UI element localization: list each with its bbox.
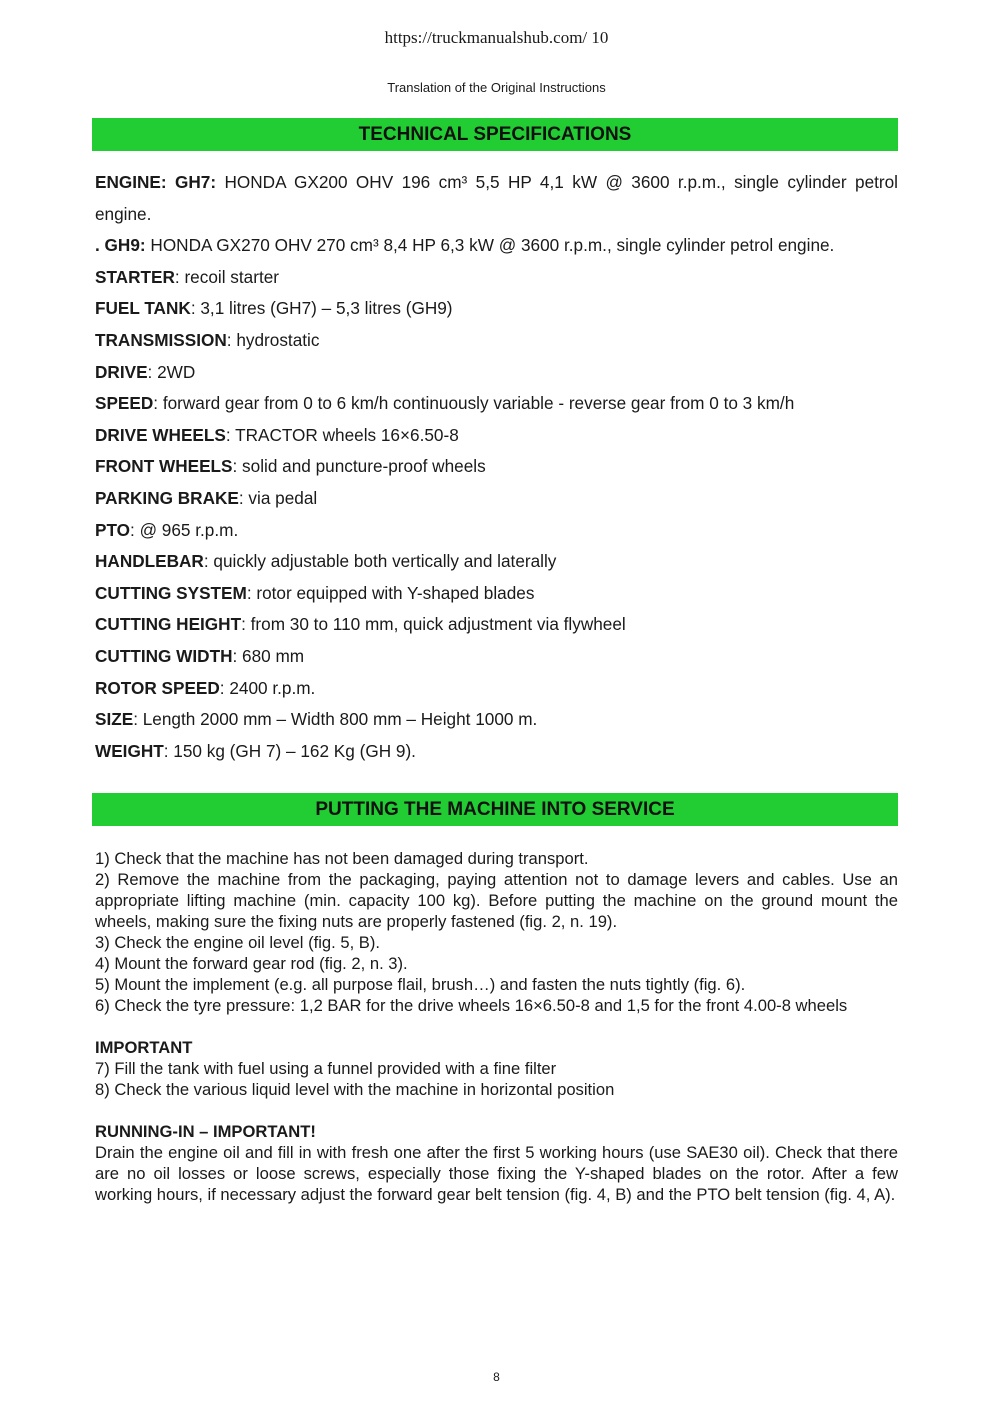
spec-value: : @ 965 r.p.m.: [130, 519, 239, 540]
spec-label: FRONT WHEELS: [95, 456, 233, 477]
running-in-heading: RUNNING-IN – IMPORTANT!: [95, 1122, 316, 1141]
spec-value: : from 30 to 110 mm, quick adjustment via flywheel: [241, 614, 626, 635]
spec-label: SPEED: [95, 393, 154, 414]
service-step: 3) Check the engine oil level (fig. 5, B).: [95, 933, 381, 952]
document-subtitle: Translation of the Original Instructions: [387, 80, 606, 95]
service-step: 5) Mount the implement (e.g. all purpose flail, brush…) and fasten the nuts tightly (fig. 6).: [95, 975, 746, 994]
spec-value: : via pedal: [238, 487, 318, 508]
spec-value: : 680 mm: [232, 645, 305, 666]
spec-front-wheels: [95, 451, 898, 483]
spec-value: : TRACTOR wheels 16×6.50-8: [225, 424, 459, 445]
spec-handlebar: [95, 546, 898, 578]
spec-label: DRIVE WHEELS: [95, 424, 226, 445]
service-step: 2) Remove the machine from the packaging, paying attention not to damage levers and cables. Use an appropriate lifting machine (min. capacity 100 kg). Before putting the machine on the ground mount the wheels, making sure the fixing nuts are properly fastened (fig. 2, n. 19).: [95, 870, 898, 931]
important-step: 8) Check the various liquid level with the machine in horizontal position: [95, 1080, 615, 1099]
service-step: 6) Check the tyre pressure: 1,2 BAR for the drive wheels 16×6.50-8 and 1,5 for the front 4.00-8 wheels: [95, 996, 848, 1015]
spec-engine-gh9: [95, 230, 898, 262]
important-heading: IMPORTANT: [95, 1038, 193, 1057]
spec-label: DRIVE: [95, 361, 148, 382]
section-title-technical-specifications: TECHNICAL SPECIFICATIONS: [92, 118, 898, 151]
spec-label: CUTTING HEIGHT: [95, 614, 242, 635]
important-step: 7) Fill the tank with fuel using a funnel provided with a fine filter: [95, 1059, 557, 1078]
spec-label: SIZE: [95, 709, 134, 730]
spec-value: HONDA GX270 OHV 270 cm³ 8,4 HP 6,3 kW @ 3600 r.p.m., single cylinder petrol engine.: [145, 235, 835, 256]
spec-rotor-speed: [95, 673, 898, 705]
spec-transmission: [95, 325, 898, 357]
specifications-list: [95, 167, 898, 767]
spec-fuel-tank: [95, 293, 898, 325]
spec-label: PTO: [95, 519, 131, 540]
spec-label: ROTOR SPEED: [95, 677, 220, 698]
spec-value: : 2WD: [147, 361, 196, 382]
spec-label: STARTER: [95, 266, 175, 287]
section-title-putting-into-service: PUTTING THE MACHINE INTO SERVICE: [92, 793, 898, 826]
spec-value: HONDA GX200 OHV 196 cm³ 5,5 HP 4,1 kW @ 3600 r.p.m., single cylinder petrol engine.: [95, 172, 898, 224]
spec-label: WEIGHT: [95, 740, 164, 761]
spec-value: : solid and puncture-proof wheels: [232, 456, 486, 477]
spec-value: : 3,1 litres (GH7) – 5,3 litres (GH9): [190, 298, 453, 319]
spec-value: : Length 2000 mm – Width 800 mm – Height 1000 m.: [133, 709, 538, 730]
spec-label: ENGINE: GH7:: [95, 172, 217, 192]
service-step: 4) Mount the forward gear rod (fig. 2, n. 3).: [95, 954, 408, 973]
spec-label: . GH9:: [95, 235, 146, 256]
spec-label: FUEL TANK: [95, 298, 191, 319]
service-instructions: [95, 848, 898, 1205]
spec-value: : recoil starter: [174, 266, 279, 287]
spec-label: CUTTING SYSTEM: [95, 582, 247, 603]
spec-engine-gh7: [95, 167, 898, 230]
spec-label: CUTTING WIDTH: [95, 645, 233, 666]
spec-value: : rotor equipped with Y-shaped blades: [246, 582, 535, 603]
spec-cutting-system: [95, 578, 898, 610]
spec-value: : forward gear from 0 to 6 km/h continuously variable - reverse gear from 0 to 3 km/h: [153, 393, 795, 414]
spec-parking-brake: [95, 483, 898, 515]
spec-value: : hydrostatic: [226, 329, 320, 350]
spec-size: [95, 704, 898, 736]
spec-value: : 150 kg (GH 7) – 162 Kg (GH 9).: [163, 740, 416, 761]
source-url: https://truckmanualshub.com/ 10: [384, 28, 609, 47]
running-in-text: Drain the engine oil and fill in with fresh one after the first 5 working hours (use SAE30 oil). Check that there are no oil losses or loose screws, especially those fixing the Y-shaped blades on the rotor. After a few working hours, if necessary adjust the forward gear belt tension (fig. 4, B) and the PTO belt tension (fig. 4, A).: [95, 1143, 898, 1204]
spec-drive: [95, 357, 898, 389]
spec-starter: [95, 262, 898, 294]
spec-label: HANDLEBAR: [95, 551, 204, 572]
spec-value: : quickly adjustable both vertically and laterally: [203, 551, 557, 572]
spec-pto: [95, 515, 898, 547]
page-number: 8: [493, 1370, 500, 1384]
spec-cutting-width: [95, 641, 898, 673]
spec-speed: [95, 388, 898, 420]
spec-cutting-height: [95, 609, 898, 641]
spec-drive-wheels: [95, 420, 898, 452]
service-step: 1) Check that the machine has not been damaged during transport.: [95, 849, 589, 868]
spec-label: TRANSMISSION: [95, 329, 227, 350]
spec-label: PARKING BRAKE: [95, 487, 239, 508]
spec-weight: [95, 736, 898, 768]
spec-value: : 2400 r.p.m.: [219, 677, 316, 698]
